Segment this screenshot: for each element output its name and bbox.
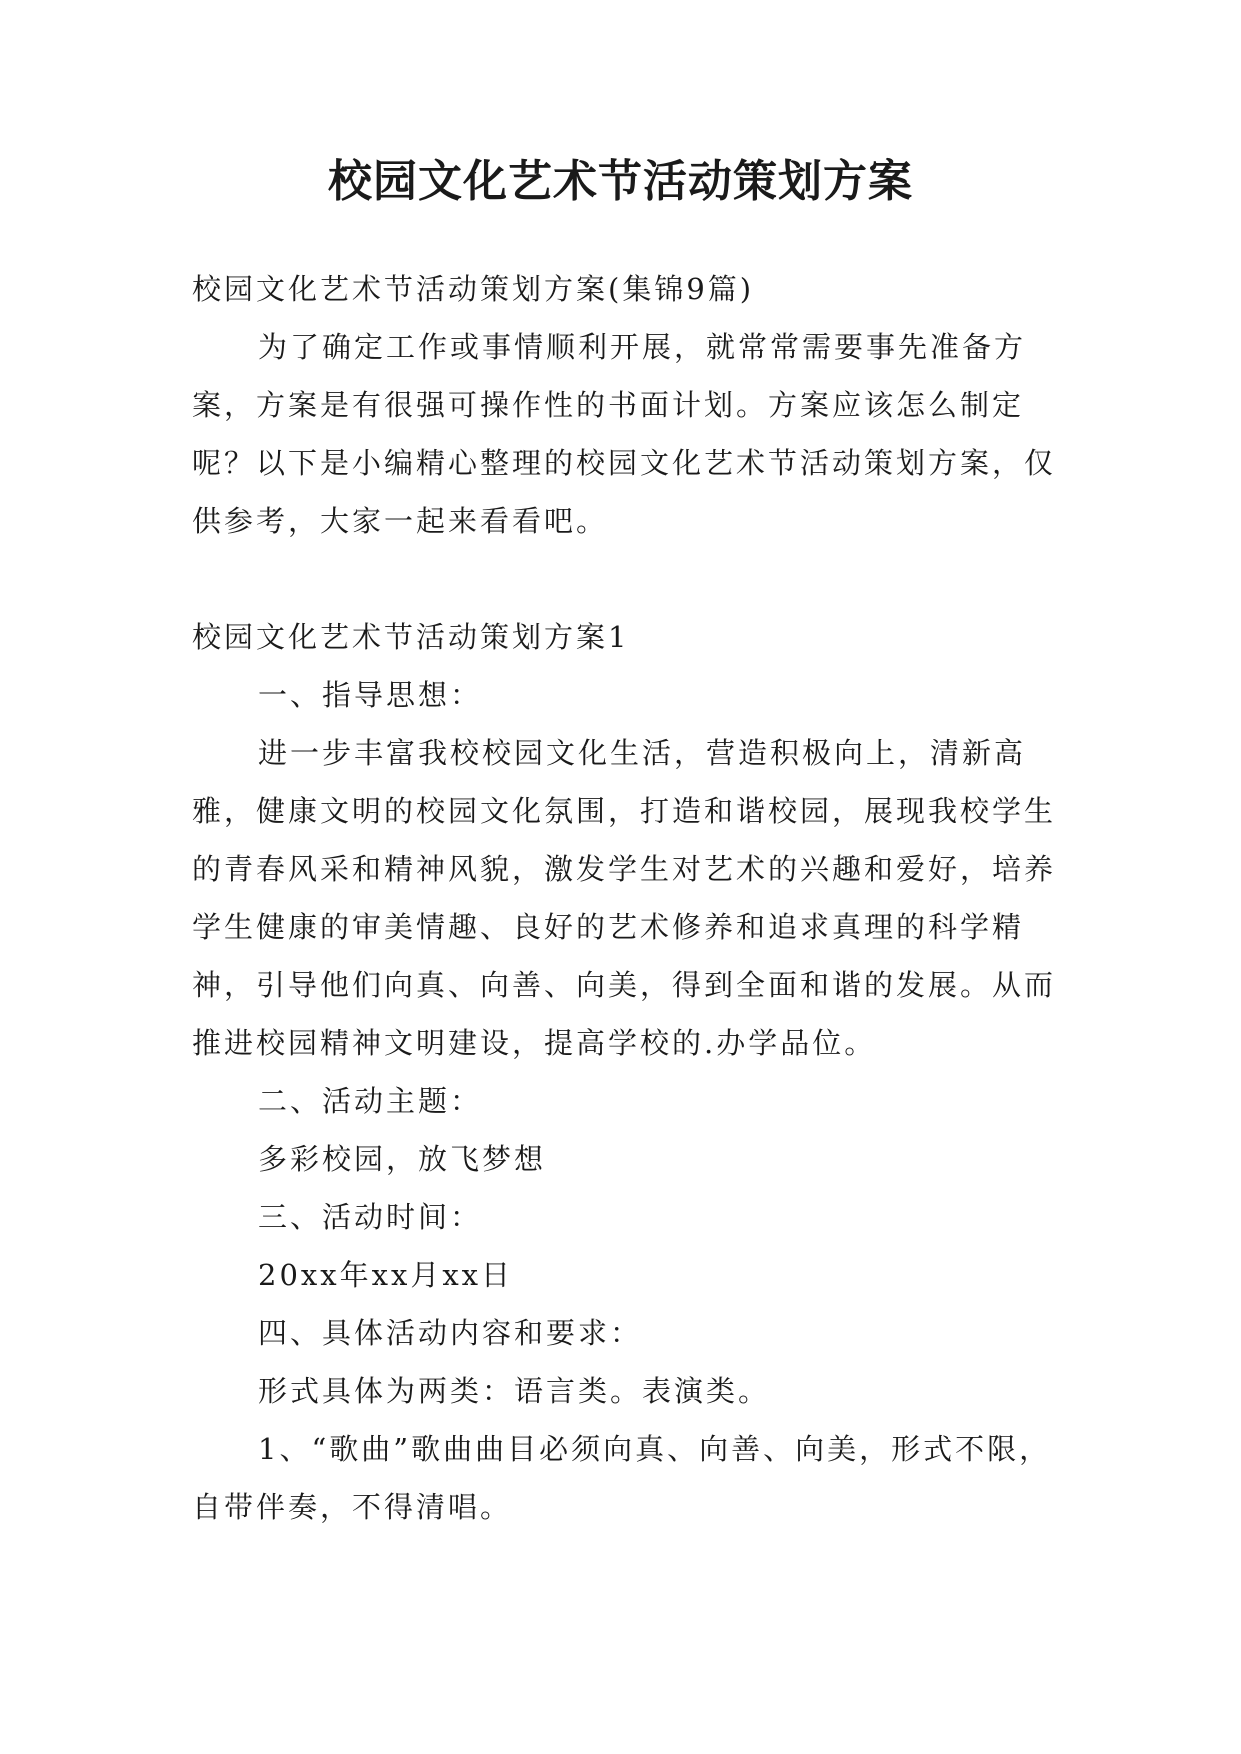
content-form-text: 形式具体为两类：语言类。表演类。 (258, 1374, 771, 1408)
guiding-idea-paragraph: 进一步丰富我校校园文化生活，营造积极向上，清新高雅，健康文明的校园文化氛围，打造和谐校园，展现我校学生的青春风采和精神风貌，激发学生对艺术的兴趣和爱好，培养学生健康的审美情趣、良好的艺术修养和追求真理的科学精神，引导他们向真、向善、向美，得到全面和谐的发展。从而推进校园精神文明建设，提高学校的.办学品位。 (192, 736, 1057, 1060)
guiding-idea-label: 一、指导思想： (258, 678, 483, 712)
theme-text: 多彩校园，放飞梦想 (258, 1142, 547, 1176)
document-body (192, 260, 1072, 1536)
time-label: 三、活动时间： (258, 1200, 483, 1234)
section-heading: 校园文化艺术节活动策划方案1 (192, 620, 630, 654)
song-requirement-paragraph: 1、“歌曲”歌曲曲目必须向真、向善、向美，形式不限，自带伴奏，不得清唱。 (192, 1432, 1052, 1524)
document-title: 校园文化艺术节活动策划方案 (328, 156, 913, 207)
document-subtitle: 校园文化艺术节活动策划方案(集锦9篇) (192, 272, 755, 306)
section-spacer (192, 550, 1072, 608)
theme-label: 二、活动主题： (258, 1084, 483, 1118)
time-text: 20xx年xx月xx日 (258, 1258, 514, 1292)
intro-paragraph: 为了确定工作或事情顺利开展，就常常需要事先准备方案，方案是有很强可操作性的书面计划。方案应该怎么制定呢？以下是小编精心整理的校园文化艺术节活动策划方案，仅供参考，大家一起来看看吧。 (192, 330, 1057, 538)
content-label: 四、具体活动内容和要求： (258, 1316, 643, 1350)
